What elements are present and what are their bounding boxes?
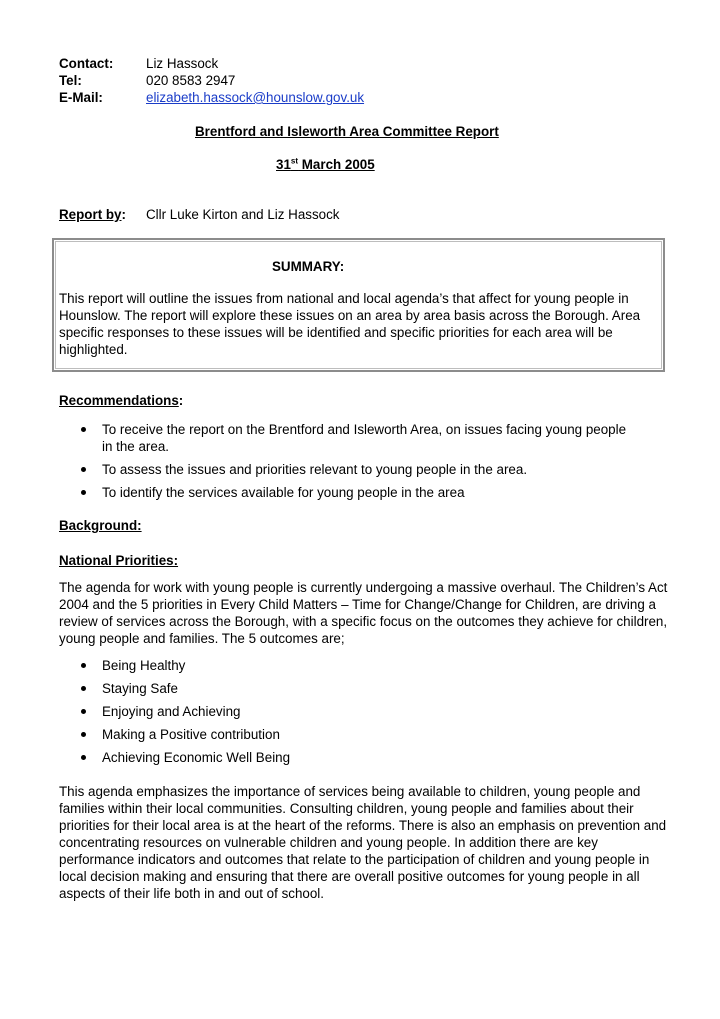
recommendations-heading-text: Recommendations bbox=[59, 393, 179, 408]
bullet-icon bbox=[81, 467, 86, 472]
list-item-text: To receive the report on the Brentford and Isleworth Area, on issues facing young people in the area. bbox=[102, 422, 627, 454]
contact-value: Liz Hassock bbox=[146, 56, 219, 71]
recommendations-colon: : bbox=[178, 393, 184, 408]
list-item bbox=[0, 749, 632, 766]
list-item bbox=[0, 484, 632, 501]
national-priorities-paragraph-2: This agenda emphasizes the importance of services being available to children, young people and families within their local communities. Consulting children, young people and families about their priorities for their local area is at the heart of the reforms. There is also an emphasis on prevention and concentrating resources on vulnerable children and young people. In addition there are key performance indicators and outcomes that relate to the participation of children and young people in local decision making and ensuring that there are overall positive outcomes for young people in all aspects of their life both in and out of school. bbox=[59, 784, 667, 901]
summary-heading: SUMMARY: bbox=[272, 259, 345, 274]
list-item-text: Making a Positive contribution bbox=[102, 727, 280, 742]
background-heading: Background: bbox=[59, 518, 142, 533]
bullet-icon bbox=[81, 732, 86, 737]
bullet-icon bbox=[81, 686, 86, 691]
national-priorities-heading: National Priorities: bbox=[59, 553, 179, 568]
tel-label: Tel: bbox=[59, 73, 82, 88]
email-label: E-Mail: bbox=[59, 90, 103, 105]
tel-value: 020 8583 2947 bbox=[146, 73, 236, 88]
list-item bbox=[0, 421, 632, 455]
list-item-text: Enjoying and Achieving bbox=[102, 704, 241, 719]
list-item bbox=[0, 726, 632, 743]
email-link[interactable]: elizabeth.hassock@hounslow.gov.uk bbox=[146, 90, 365, 105]
contact-label: Contact: bbox=[59, 56, 114, 71]
national-priorities-paragraph-1: The agenda for work with young people is currently undergoing a massive overhaul. The Children’s Act 2004 and the 5 priorities in Every Child Matters – Time for Change/Change for Children, are driving a review of services across the Borough, with a specific focus on the outcomes they achieve for children, young people and families. The 5 outcomes are; bbox=[59, 580, 668, 646]
recommendations-heading bbox=[59, 392, 183, 409]
list-item bbox=[0, 657, 632, 674]
list-item bbox=[0, 703, 632, 720]
report-by-value: Cllr Luke Kirton and Liz Hassock bbox=[146, 207, 340, 222]
list-item bbox=[0, 680, 632, 697]
date-day: 31 bbox=[276, 157, 291, 172]
bullet-icon bbox=[81, 427, 86, 432]
report-date bbox=[276, 156, 375, 173]
bullet-icon bbox=[81, 755, 86, 760]
bullet-icon bbox=[81, 663, 86, 668]
date-month-year: March 2005 bbox=[298, 157, 375, 172]
date-suffix: st bbox=[290, 156, 299, 166]
list-item-text: Staying Safe bbox=[102, 681, 178, 696]
bullet-icon bbox=[81, 709, 86, 714]
list-item-text: To assess the issues and priorities relevant to young people in the area. bbox=[102, 462, 528, 477]
report-title: Brentford and Isleworth Area Committee Report bbox=[195, 124, 499, 139]
list-item-text: Achieving Economic Well Being bbox=[102, 750, 291, 765]
summary-text: This report will outline the issues from national and local agenda’s that affect for young people in Hounslow. The report will explore these issues on an area by area basis across the Borough. Area specific responses to these issues will be identified and specific priorities for each area will be highlighted. bbox=[59, 291, 641, 357]
report-by-colon: : bbox=[121, 207, 126, 222]
outcomes-list bbox=[0, 657, 632, 766]
report-by-label: Report by bbox=[59, 207, 122, 222]
list-item bbox=[0, 461, 632, 478]
bullet-icon bbox=[81, 490, 86, 495]
list-item-text: Being Healthy bbox=[102, 658, 186, 673]
list-item-text: To identify the services available for young people in the area bbox=[102, 485, 465, 500]
report-by-row bbox=[59, 206, 126, 223]
recommendations-list bbox=[0, 421, 632, 501]
